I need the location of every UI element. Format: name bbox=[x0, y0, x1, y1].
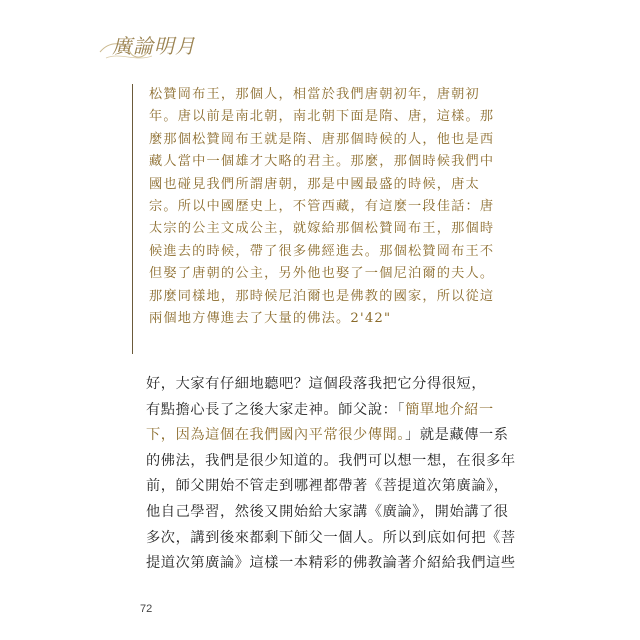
quote-line: 那麼同樣地，那時候尼泊爾也是佛教的國家，所以從這 bbox=[149, 288, 495, 304]
body-line bbox=[146, 526, 516, 552]
body-line bbox=[146, 551, 516, 577]
body-line-text: 」就是藏傳一系 bbox=[405, 427, 509, 444]
body-line-text: 的佛法，我們是很少知道的。我們可以想一想，在很多年 bbox=[146, 452, 516, 469]
quote-line: 宗。所以中國歷史上，不管西藏，有這麼一段佳話：唐 bbox=[149, 199, 495, 215]
body-line bbox=[146, 372, 486, 398]
body-line bbox=[146, 423, 509, 449]
body-line-text: 多次，講到後來都剩下師父一個人。所以到底如何把《菩 bbox=[146, 529, 516, 546]
body-line-text: 前，師父開始不管走到哪裡都帶著《菩提道次第廣論》， bbox=[146, 478, 509, 495]
quote-line: 兩個地方傳進去了大量的佛法。2'42" bbox=[149, 311, 392, 327]
body-line-text: 他自己學習，然後又開始給大家講《廣論》，開始講了很 bbox=[146, 503, 509, 520]
quote-line: 年。唐以前是南北朝，南北朝下面是隋、唐，這樣。那 bbox=[149, 109, 495, 125]
page-number: 72 bbox=[140, 603, 153, 615]
quote-line: 國也碰見我們所謂唐朝，那是中國最盛的時候，唐太 bbox=[149, 176, 480, 192]
body-text bbox=[146, 372, 516, 577]
body-line bbox=[146, 474, 509, 500]
quote-line: 候進去的時候，帶了很多佛經進去。那個松贊岡布王不 bbox=[149, 243, 495, 259]
inline-quote: 簡單地介紹一 bbox=[405, 401, 494, 418]
quote-line: 藏人當中一個雄才大略的君主。那麼，那個時候我們中 bbox=[149, 154, 495, 170]
body-line-text: 好，大家有仔細地聽吧？這個段落我把它分得很短， bbox=[146, 376, 487, 392]
body-line-text: 有點擔心長了之後大家走神。師父說：「 bbox=[146, 401, 406, 418]
quote-line: 太宗的公主文成公主，就嫁給那個松贊岡布王，那個時 bbox=[149, 221, 495, 237]
quote-block bbox=[132, 84, 494, 354]
header-logo: 廣論明月 bbox=[112, 34, 196, 58]
inline-quote: 下，因為這個在我們國內平常很少傳聞。 bbox=[146, 427, 406, 444]
quote-line: 松贊岡布王，那個人，相當於我們唐朝初年，唐朝初 bbox=[149, 87, 480, 102]
quote-line: 麼那個松贊岡布王就是隋、唐那個時候的人，他也是西 bbox=[149, 131, 495, 147]
quote-line: 但娶了唐朝的公主，另外他也娶了一個尼泊爾的夫人。 bbox=[149, 266, 495, 282]
body-line bbox=[146, 398, 494, 424]
body-line bbox=[146, 449, 516, 475]
body-line-text: 提道次第廣論》這樣一本精彩的佛教論著介紹給我們這些 bbox=[146, 555, 516, 572]
body-line bbox=[146, 500, 509, 526]
